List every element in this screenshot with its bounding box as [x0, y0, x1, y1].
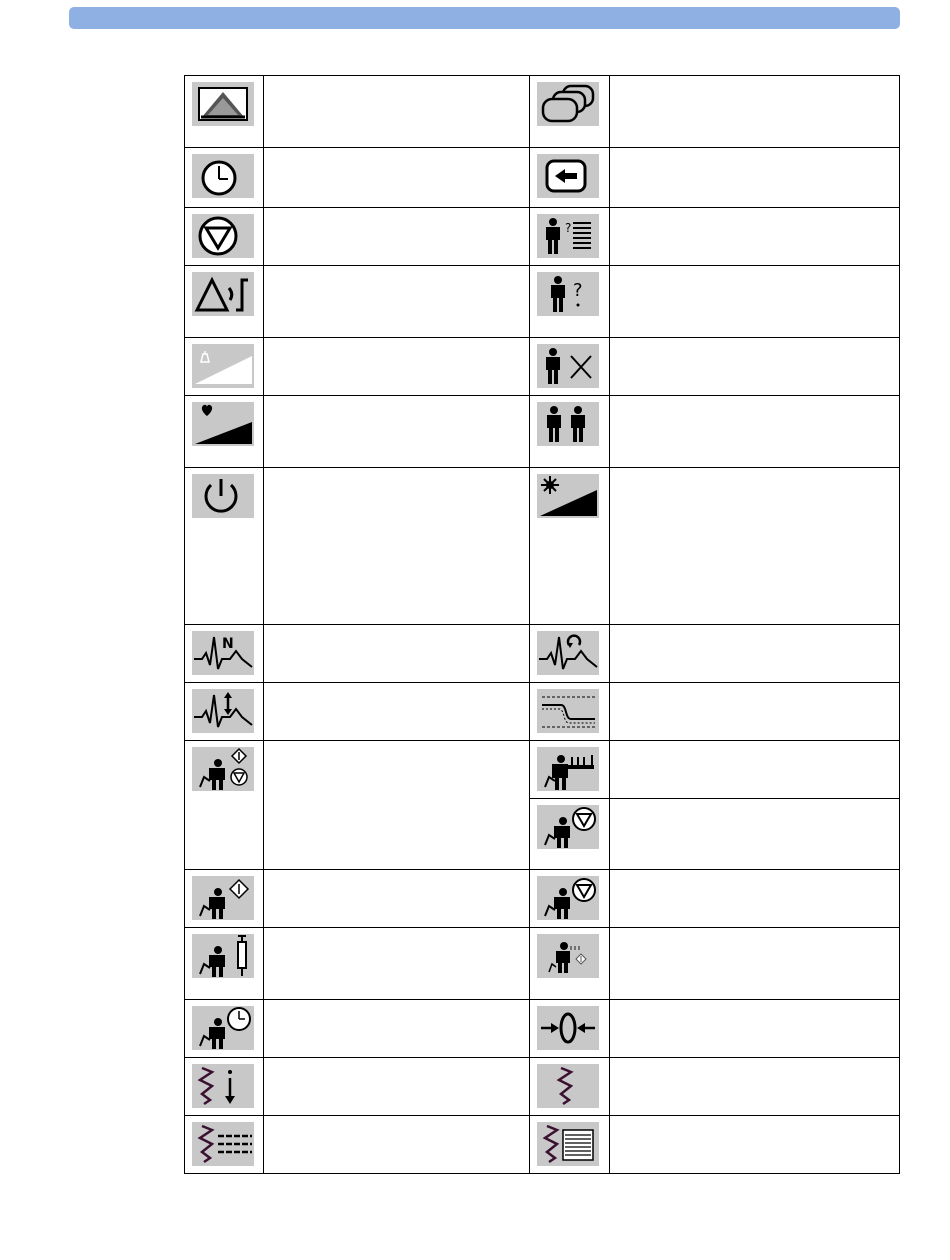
- table-row: [185, 148, 900, 208]
- zero-icon[interactable]: [537, 1006, 599, 1050]
- ecg-relearn-icon[interactable]: [537, 631, 599, 675]
- patient-question-icon[interactable]: [537, 272, 599, 316]
- ecg-normal-icon[interactable]: [192, 631, 254, 675]
- table-row: [185, 1116, 900, 1174]
- recorder-lines-icon[interactable]: [192, 1122, 254, 1166]
- back-arrow-icon[interactable]: [537, 154, 599, 198]
- wedge-trace-icon[interactable]: [537, 689, 599, 733]
- nbp-stop-icon[interactable]: [537, 805, 599, 849]
- recorder-down-icon[interactable]: [192, 1064, 254, 1108]
- table-row: [185, 468, 900, 625]
- nbp-start-stop-icon[interactable]: [192, 747, 254, 791]
- table-row: [185, 683, 900, 741]
- nbp-auto-clock-icon[interactable]: [192, 1006, 254, 1050]
- alarm-limits-icon[interactable]: [192, 272, 254, 316]
- table-row: [185, 741, 900, 799]
- ecg-adjust-icon[interactable]: [192, 689, 254, 733]
- stacked-screens-icon[interactable]: [537, 82, 599, 126]
- nbp-ruler-icon[interactable]: [537, 747, 599, 791]
- two-patients-icon[interactable]: [537, 402, 599, 446]
- qrs-volume-icon[interactable]: [192, 402, 254, 446]
- nbp-start-icon[interactable]: [192, 876, 254, 920]
- table-row: [185, 870, 900, 928]
- table-row: [185, 76, 900, 148]
- table-row: [185, 338, 900, 396]
- table-row: [185, 396, 900, 468]
- recorder-grid-icon[interactable]: [537, 1122, 599, 1166]
- svg-text:N: N: [222, 636, 234, 652]
- table-row: [185, 208, 900, 266]
- nbp-venipuncture-icon[interactable]: [192, 934, 254, 978]
- table-row: [185, 1000, 900, 1058]
- power-icon[interactable]: [192, 474, 254, 518]
- brightness-icon[interactable]: [537, 474, 599, 518]
- clock-icon[interactable]: [192, 154, 254, 198]
- patient-question-list-icon[interactable]: [537, 214, 599, 258]
- header-bar: [69, 7, 900, 29]
- nbp-stop-all-icon[interactable]: [537, 876, 599, 920]
- table-row: [185, 928, 900, 1000]
- layout-screen-icon[interactable]: [192, 82, 254, 126]
- table-row: [185, 1058, 900, 1116]
- nbp-dim-icon[interactable]: [537, 934, 599, 978]
- svg-text:?: ?: [573, 280, 583, 301]
- table-row: [185, 625, 900, 683]
- table-row: [185, 266, 900, 338]
- stop-circle-icon[interactable]: [192, 214, 254, 258]
- svg-text:?: ?: [565, 221, 572, 235]
- alarm-volume-icon[interactable]: [192, 344, 254, 388]
- patient-discharge-icon[interactable]: [537, 344, 599, 388]
- icon-table: [184, 75, 900, 1174]
- recorder-icon[interactable]: [537, 1064, 599, 1108]
